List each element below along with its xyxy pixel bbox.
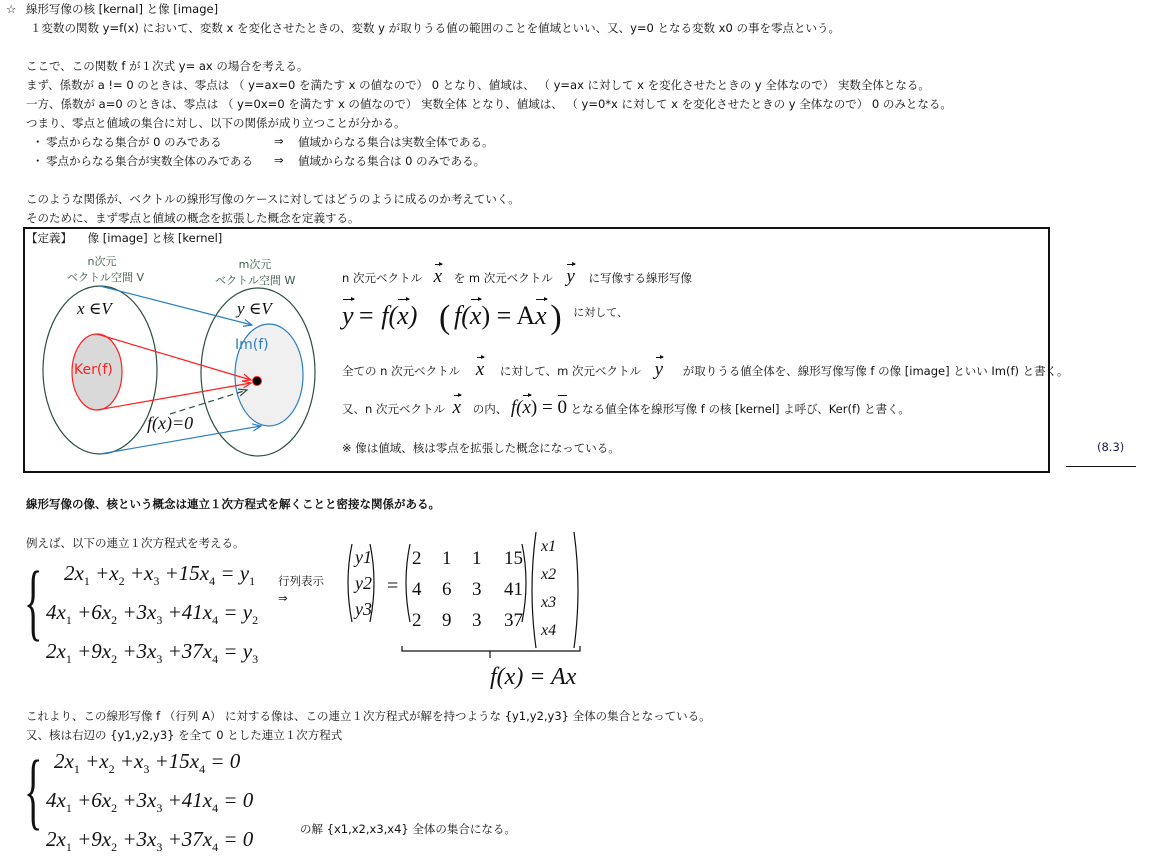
text: に写像する線形写像: [588, 271, 692, 285]
bullet-left: 零点からなる集合が実数全体のみである: [46, 154, 253, 168]
system-equations-y: [46, 558, 258, 676]
text: 全ての n 次元ベクトル: [342, 364, 461, 378]
f-x-zero-label: f(x)=0: [147, 413, 194, 433]
title-text: 線形写像の核 [kernal] と像 [image]: [25, 2, 219, 16]
right-bracket: ): [550, 299, 562, 336]
text: が取りうる値全体を、線形写像写像 f の像 [image] といい Im(f) と書く。: [682, 364, 1069, 378]
space-v-label: [67, 253, 145, 285]
equation-row: $2x_1 +x_2 +x_3 +15x_4 = y_1$: [64, 561, 256, 589]
space-w-label: [215, 256, 295, 288]
def-note: ※ 像は値域、核は零点を拡張した概念になっている。: [342, 441, 620, 455]
intro-paragraph-1: １変数の関数 y=f(x) において、変数 x を変化させたときの、変数 y が取りうる値の範囲のことを値域といい、又、y=0 となる変数 x0 の事を零点という。: [30, 21, 840, 35]
text: 又、n 次元ベクトル: [342, 402, 445, 416]
kernel-label: Ker(f): [74, 362, 113, 378]
f-x-equals-ax: f(x) = Ax: [490, 664, 577, 690]
def-line-1: [342, 266, 692, 288]
system-equations-zero: [46, 746, 253, 864]
system-brace: {: [24, 742, 43, 838]
vector-x: x: [522, 397, 531, 418]
x-vector: x1 x2 x3 x4: [541, 538, 557, 639]
section-title: [6, 1, 218, 17]
bullet-left: 零点からなる集合が 0 のみである: [46, 135, 222, 149]
bullet-right: 値域からなる集合は実数全体である。: [298, 135, 494, 149]
def-line-3: [342, 359, 1068, 381]
equation-row: $4x_1 +6x_2 +3x_3 +41x_4 = 0$: [46, 788, 254, 816]
vector-x: x: [433, 266, 443, 287]
text: n 次元ベクトル: [342, 271, 422, 285]
equation-row: $2x_1 +9x_2 +3x_3 +37x_4 = y_3$: [46, 639, 259, 667]
text: となる値全体を線形写像 f の核 [kernel] よ呼び、Ker(f) と書く。: [570, 402, 910, 416]
zero-vector: 0: [557, 397, 567, 418]
implies-arrow: ⇒: [274, 134, 284, 148]
system-brace: {: [24, 553, 43, 649]
vector-y: y: [566, 266, 575, 287]
vector-y: y: [342, 301, 354, 330]
example-text: 例えば、以下の連立１次方程式を考える。: [26, 536, 245, 550]
close-paren: ): [408, 301, 418, 330]
vector-x: x: [397, 301, 409, 330]
space-w-label-line2: ベクトル空間 W: [215, 274, 296, 287]
equals-a: ) = A: [481, 301, 536, 330]
space-w-label-line1: m次元: [238, 258, 272, 271]
bullet-item: [32, 153, 486, 169]
image-explanation: これより、この線形写像 f （行列 A） に対する像は、この連立１次方程式が解を持つような {y1,y2,y3} 全体の集合となっている。: [26, 709, 711, 723]
bullet-dot: ・: [32, 154, 44, 168]
equals: ) =: [530, 397, 558, 418]
space-v-label-line1: n次元: [87, 255, 117, 268]
y-vector: y1 y2 y3: [355, 547, 372, 619]
bullet-item: [32, 134, 494, 150]
matrix-a: 2 1 1 15 4 6 3 41 2 9 3 37: [412, 548, 523, 631]
intro-paragraph-6: このような関係が、ベクトルの線形写像のケースに対してはどうのように成るのか考えていく。: [26, 192, 520, 206]
vector-x: x: [535, 301, 547, 330]
vector-x: x: [452, 397, 462, 418]
intro-paragraph-3: まず、係数が a != 0 のときは、零点は （ y=ax=0 を満たす x の値なので） 0 となり、値域は、 （ y=ax に対して x を変化させたときの y 全体なので） 実数全体となる。: [26, 78, 930, 92]
implies-arrow: ⇒: [274, 153, 284, 167]
bullet-dot: ・: [32, 135, 44, 149]
f-open: f(: [510, 397, 523, 418]
x-in-v-label: x ∈V: [77, 299, 112, 318]
intro-paragraph-7: そのために、まず零点と値域の概念を拡張した概念を定義する。: [26, 211, 360, 225]
definition-heading: 像 [image] と核 [kernel]: [87, 231, 223, 245]
intro-paragraph-2: ここで、この関数 f が１次式 y= ax の場合を考える。: [26, 59, 309, 73]
text: を m 次元ベクトル: [453, 271, 553, 285]
def-equation: [342, 299, 628, 337]
intro-paragraph-5: つまり、零点と値域の集合に対し、以下の関係が成り立つことが分かる。: [26, 116, 406, 130]
equation-row: $2x_1 +x_2 +x_3 +15x_4 = 0$: [54, 749, 241, 777]
bullet-right: 値域からなる集合は 0 のみである。: [298, 154, 486, 168]
star-icon: ☆: [6, 2, 17, 16]
equals-f: = f(: [357, 301, 398, 330]
kernel-explanation: 又、核は右辺の {y1,y2,y3} を全て 0 とした連立１次方程式: [26, 728, 343, 742]
text: の内、: [472, 402, 508, 416]
equation-row: $4x_1 +6x_2 +3x_3 +41x_4 = y_2$: [46, 600, 259, 628]
equation-number: (8.3): [1097, 440, 1125, 454]
vector-x: x: [469, 301, 482, 330]
left-bracket: (: [439, 299, 451, 336]
text: に対して、: [573, 306, 629, 319]
f-open: f(: [454, 301, 470, 330]
def-line-4: [342, 397, 910, 419]
intro-paragraph-4: 一方、係数が a=0 のときは、零点は （ y=0x=0 を満たす x の値なので） 実数全体 となり、値域は、 （ y=0*x に対して x を変化させたときの y 全体なので） 0 のみとなる。: [26, 97, 952, 111]
definition-box: [23, 227, 1069, 473]
equation-number-rule: [1066, 466, 1136, 467]
section2-heading: 線形写像の像、核という概念は連立１次方程式を解くことと密接な関係がある。: [26, 497, 440, 511]
implies-arrow: ⇒: [278, 591, 288, 605]
space-v-label-line2: ベクトル空間 V: [67, 271, 145, 284]
vector-x: x: [475, 359, 485, 380]
image-label: Im(f): [235, 337, 269, 353]
y-in-v-label: y ∈V: [237, 299, 272, 318]
solution-set-text: の解 {x1,x2,x3,x4} 全体の集合になる。: [300, 822, 516, 836]
vector-y: y: [654, 359, 664, 380]
matrix-form-label: 行列表示: [278, 574, 324, 588]
text: に対して、m 次元ベクトル: [499, 364, 641, 378]
equals-sign: =: [387, 575, 399, 597]
zero-point: [253, 377, 262, 386]
equation-row: $2x_1 +9x_2 +3x_3 +37x_4 = 0$: [46, 827, 254, 855]
definition-label: 【定義】: [26, 231, 72, 245]
